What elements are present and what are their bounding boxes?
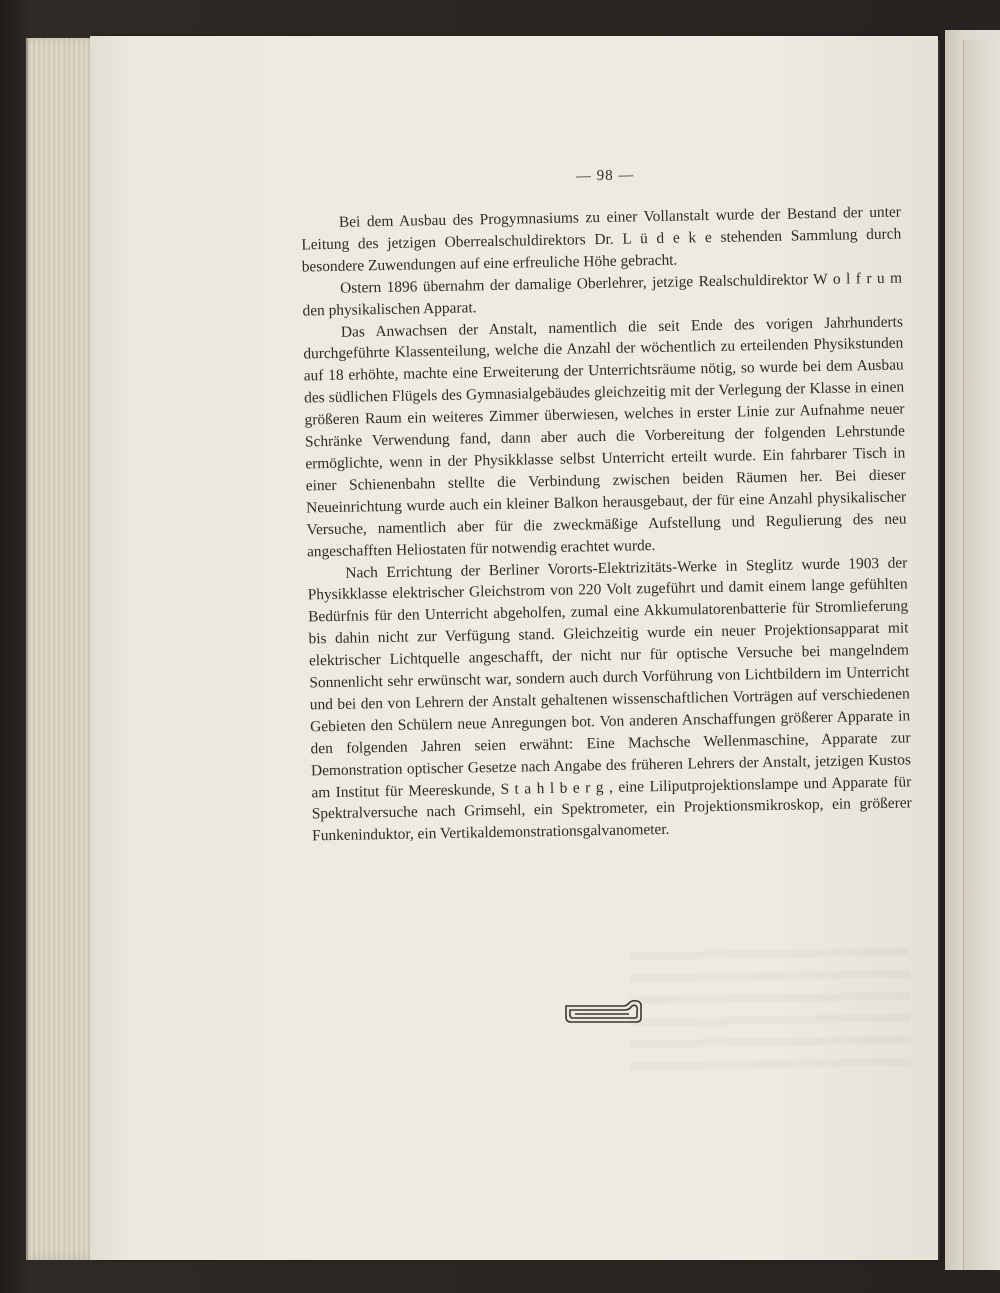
paragraph-3: Das Anwachsen der Anstalt, namentlich die seit Ende des vorigen Jahrhunderts durchgeführte Klassenteilung, welche die Anzahl der wöchentlich zu erteilenden Physikstunden auf 18 erhöhte, machte eine Erweiterung der Unterrichtsräume nötig, so wurde bei dem Ausbau des südlichen Flügels des Gymnasialgebäudes gleichzeitig mit der Verlegung der Klasse in einen größeren Raum ein weiteres Zimmer überwiesen, welches in erster Linie zur Aufnahme neuer Schränke Verwendung fand, dann aber auch die Vorbereitung der folgenden Lehrstunde ermöglichte, wenn in der Physikklasse selbst Unterricht erteilt wurde. Ein fahrbarer Tisch in einer Schienenbahn stellte die Verbindung zwischen beiden Räumen her. Bei dieser Neueinrichtung wurde auch ein kleiner Balkon herausgebaut, der für eine Anzahl physikalischer Versuche, namentlich aber für die zweckmäßige Aufstellung und Regulierung des neu angeschafften Heliostaten für notwendig erachtet wurde. (303, 313, 907, 561)
page-number: — 98 — (575, 167, 635, 185)
bleed-through (629, 948, 911, 1073)
ornament-icon (563, 998, 645, 1024)
page-text (300, 163, 912, 848)
next-page (963, 40, 1000, 1270)
paragraph-1: Bei dem Ausbau des Progymnasiums zu einer Vollanstalt wurde der Bestand der unter Leitung des jetzigen Oberrealschuldirektors Dr. L ü d e k e stehenden Sammlung durch besondere Zuwendungen auf eine erfreuliche Höhe gebracht. (301, 203, 902, 276)
paragraph-2: Ostern 1896 übernahm der damalige Oberlehrer, jetzige Realschuldirektor W o l f r u m den physikalischen Apparat. (302, 269, 903, 320)
paragraph-4: Nach Errichtung der Berliner Vororts-Elektrizitäts-Werke in Steglitz wurde 1903 der Physikklasse elektrischer Gleichstrom von 220 Volt zugeführt und damit einem lange gefühlten Bedürfnis für den Unterricht abgeholfen, zumal eine Akkumulatorenbatterie für Stromlieferung bis dahin nicht zur Verfügung stand. Gleichzeitig wurde ein neuer Projektionsapparat mit elektrischer Lichtquelle angeschafft, der nicht nur für optische Versuche bei mangelndem Sonnenlicht sehr erwünscht war, sondern auch durch Vorführung von Lichtbildern im Unterricht und bei den von Lehrern der Anstalt gehaltenen wissenschaftlichen Vorträgen auf verschiedenen Gebieten den Schülern neue Anregungen bot. Von anderen Anschaffungen größerer Apparate in den folgenden Jahren seien erwähnt: Eine Machsche Wellenmaschine, Apparate zur Demonstration optischer Gesetze nach Angabe des früheren Lehrers der Anstalt, jetzigen Kustos am Institut für Meereskunde, S t a h l b e r g , eine Liliputprojektionslampe und Apparate für Spektralversuche nach Grimsehl, ein Spektrometer, ein Projektionsmikroskop, ein größerer Funkeninduktor, ein Vertikaldemonstrationsgalvanometer. (307, 553, 912, 845)
